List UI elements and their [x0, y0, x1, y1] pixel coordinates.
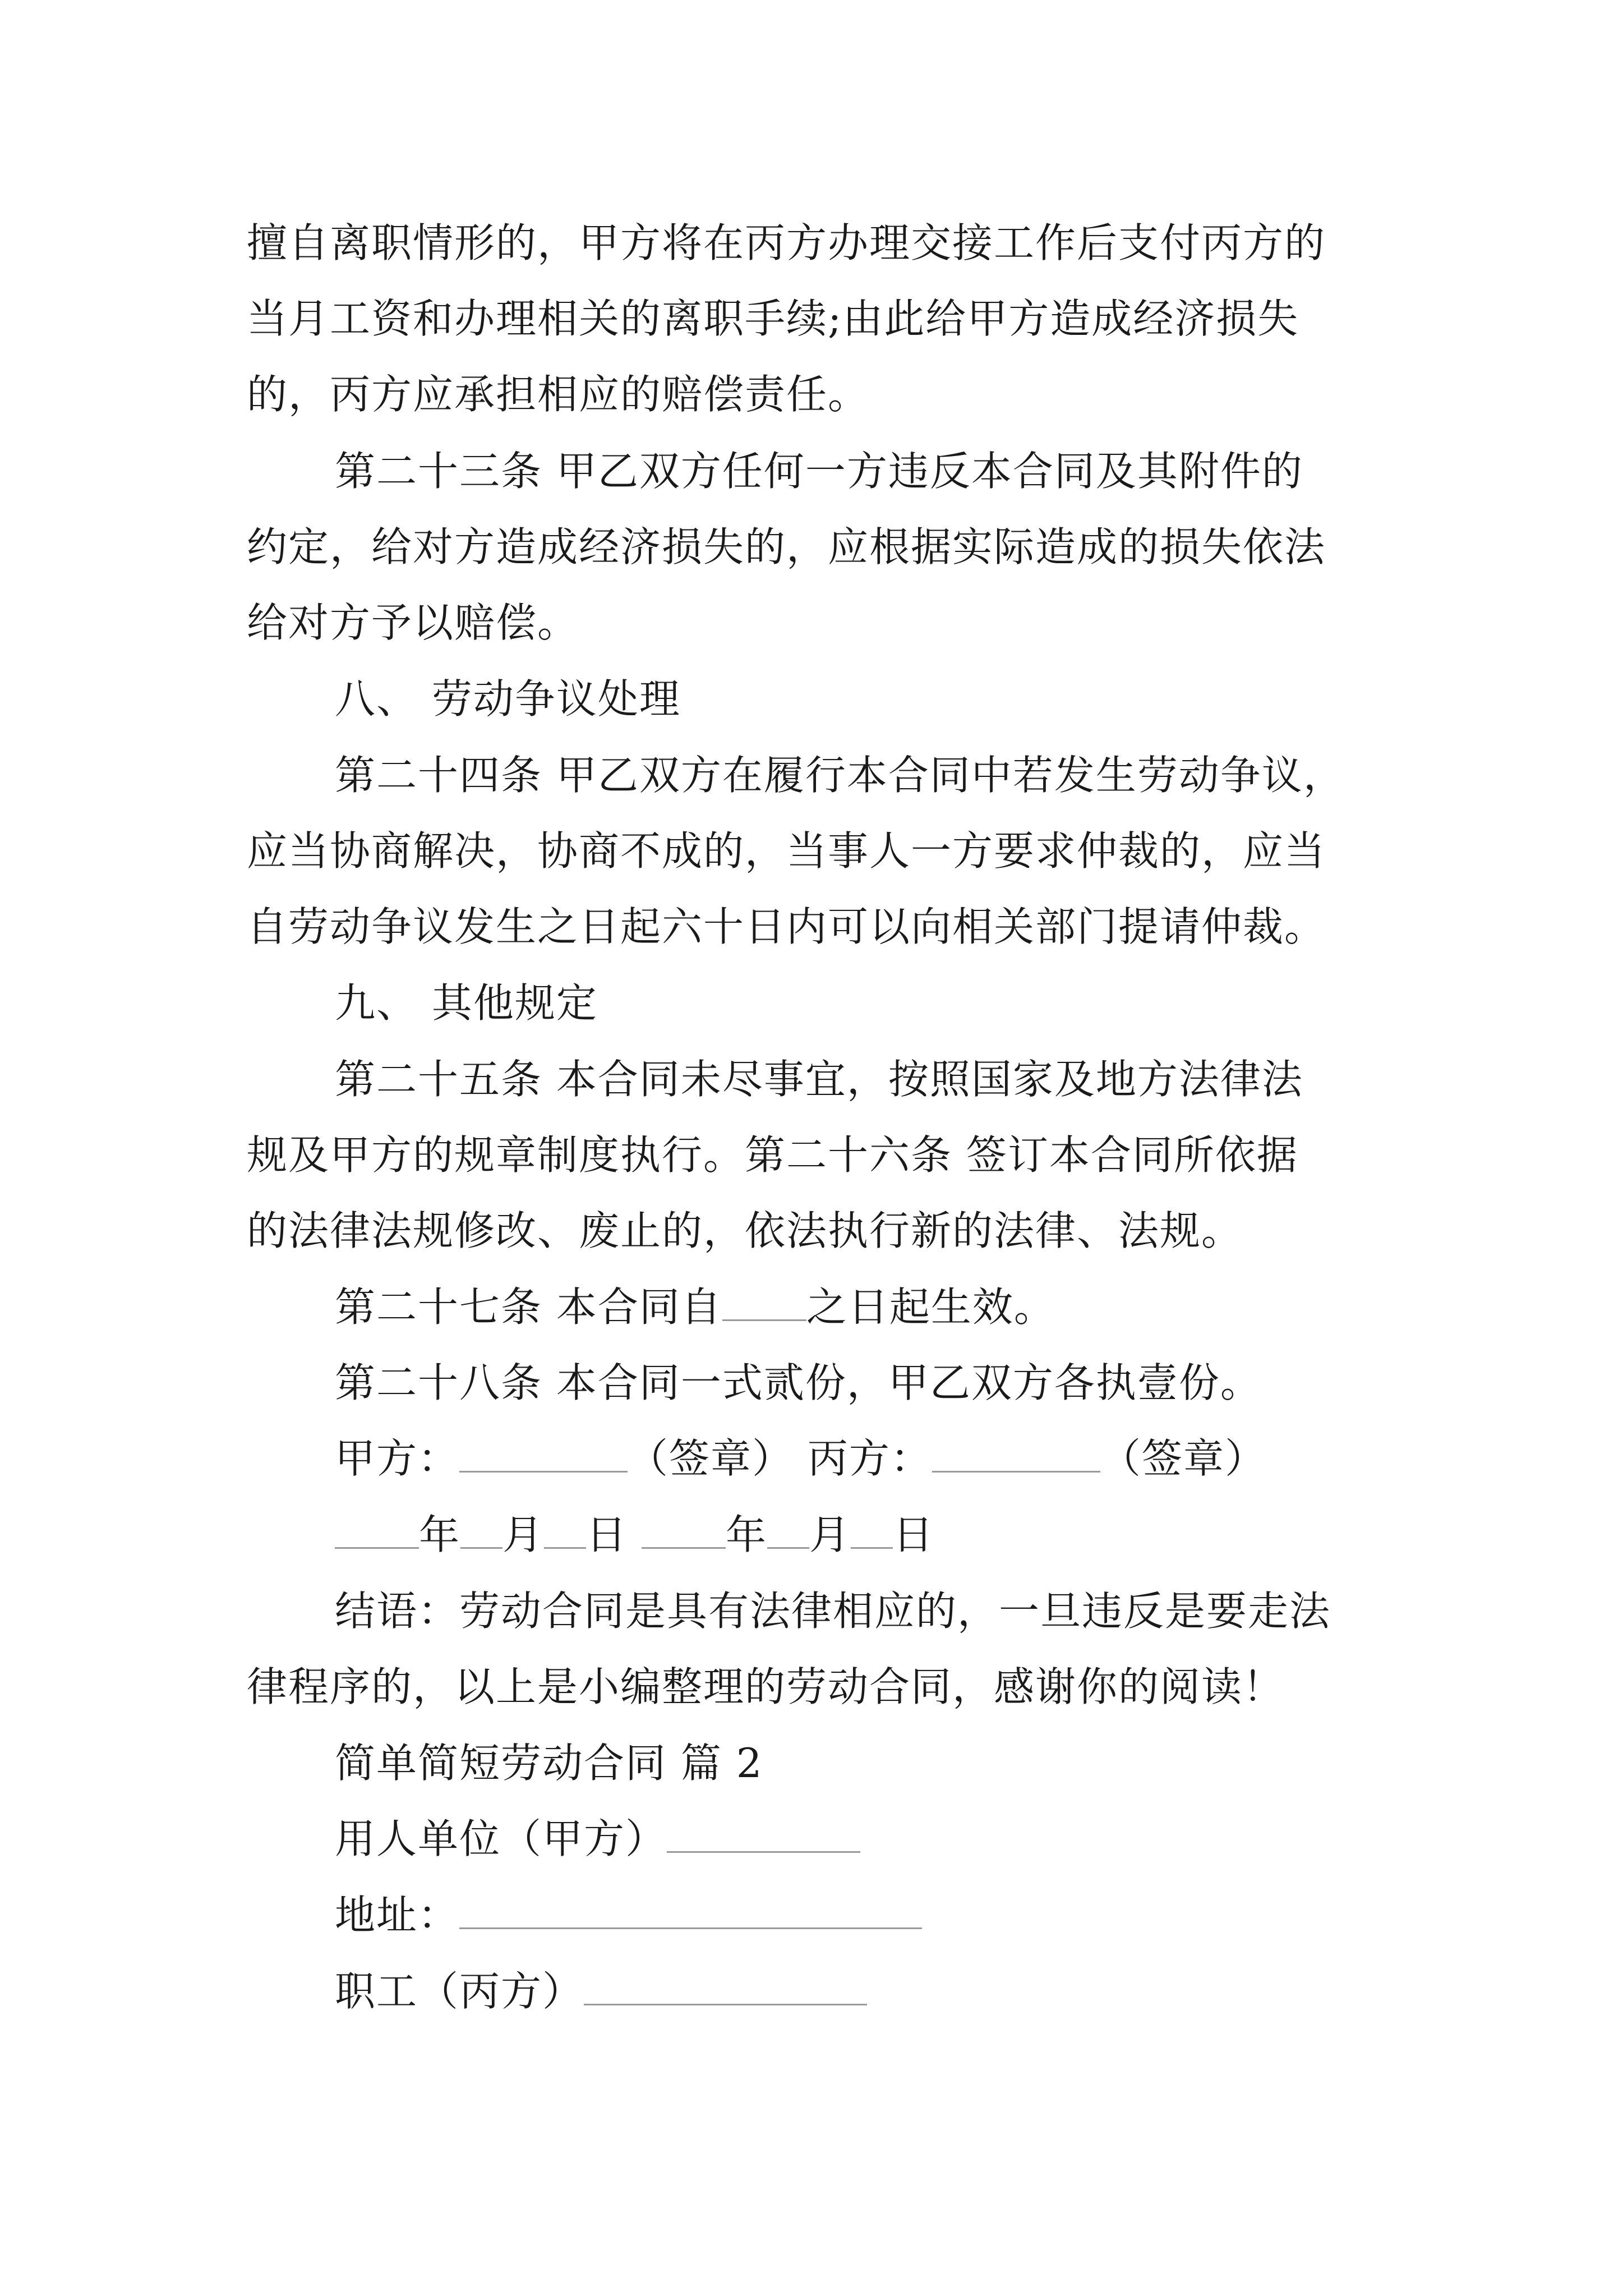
conclusion-line: 律程序的，以上是小编整理的劳动合同，感谢你的阅读！	[247, 1663, 1285, 1710]
date-c-year-blank	[642, 1512, 726, 1549]
employer-field	[335, 1812, 860, 1866]
article-23-line: 第二十三条 甲乙双方任何一方违反本合同及其附件的	[335, 448, 1303, 495]
paragraph-line: 的，丙方应承担相应的赔偿责任。	[247, 371, 870, 418]
article-27-text: 第二十七条 本合同自	[335, 1283, 722, 1331]
section-heading-other-provisions: 九、 其他规定	[335, 979, 598, 1027]
date-a-month-blank	[460, 1512, 502, 1549]
date-a-day: 日	[586, 1511, 628, 1558]
paragraph-line: 当月工资和办理相关的离职手续;由此给甲方造成经济损失	[247, 295, 1299, 342]
date-a-year: 年	[419, 1511, 461, 1558]
date-c-month-blank	[767, 1512, 809, 1549]
signature-line	[335, 1432, 1266, 1485]
address-field	[335, 1888, 922, 1942]
party-c-signature-blank	[932, 1436, 1100, 1473]
paragraph-line: 自劳动争议发生之日起六十日内可以向相关部门提请仲裁。	[247, 903, 1326, 950]
employee-field	[335, 1964, 867, 2018]
conclusion-line: 结语：劳动合同是具有法律相应的，一旦违反是要走法	[335, 1588, 1331, 1635]
date-a-year-blank	[335, 1512, 419, 1549]
effective-date-blank	[722, 1285, 806, 1321]
article-27-line	[335, 1280, 1055, 1334]
paragraph-line: 约定，给对方造成经济损失的，应根据实际造成的损失依法	[247, 523, 1326, 570]
party-c-label: 丙方：	[807, 1435, 932, 1482]
address-blank	[459, 1893, 922, 1929]
employer-label: 用人单位（甲方）	[335, 1815, 667, 1862]
party-a-label: 甲方：	[335, 1435, 460, 1482]
employee-label: 职工（丙方）	[335, 1968, 584, 2015]
date-a-month: 月	[502, 1511, 545, 1558]
article-24-line: 第二十四条 甲乙双方在履行本合同中若发生劳动争议，	[335, 752, 1345, 799]
date-a-day-blank	[544, 1512, 586, 1549]
date-c-year: 年	[725, 1511, 767, 1558]
paragraph-line: 规及甲方的规章制度执行。第二十六条 签订本合同所依据	[247, 1131, 1298, 1179]
article-25-line: 第二十五条 本合同未尽事宜，按照国家及地方法律法	[335, 1056, 1303, 1103]
paragraph-line: 擅自离职情形的，甲方将在丙方办理交接工作后支付丙方的	[247, 219, 1326, 266]
paragraph-line: 的法律法规修改、废止的，依法执行新的法律、法规。	[247, 1207, 1243, 1254]
address-label: 地址：	[335, 1892, 460, 1939]
party-a-seal-label: （签章）	[628, 1435, 794, 1482]
date-c-day-blank	[851, 1512, 893, 1549]
date-c-day: 日	[892, 1511, 934, 1558]
article-27-suffix: 之日起生效。	[806, 1283, 1055, 1331]
section-heading-labor-dispute: 八、 劳动争议处理	[335, 675, 681, 723]
date-line	[335, 1508, 934, 1562]
employer-blank	[667, 1816, 860, 1853]
date-c-month: 月	[809, 1511, 851, 1558]
party-a-signature-blank	[459, 1436, 628, 1473]
employee-blank	[584, 1969, 867, 2005]
article-28-line: 第二十八条 本合同一式贰份，甲乙双方各执壹份。	[335, 1359, 1262, 1406]
section-title: 简单简短劳动合同 篇 2	[335, 1740, 763, 1787]
paragraph-line: 给对方予以赔偿。	[247, 599, 579, 646]
paragraph-line: 应当协商解决，协商不成的，当事人一方要求仲裁的，应当	[247, 827, 1326, 875]
party-c-seal-label: （签章）	[1100, 1435, 1266, 1482]
